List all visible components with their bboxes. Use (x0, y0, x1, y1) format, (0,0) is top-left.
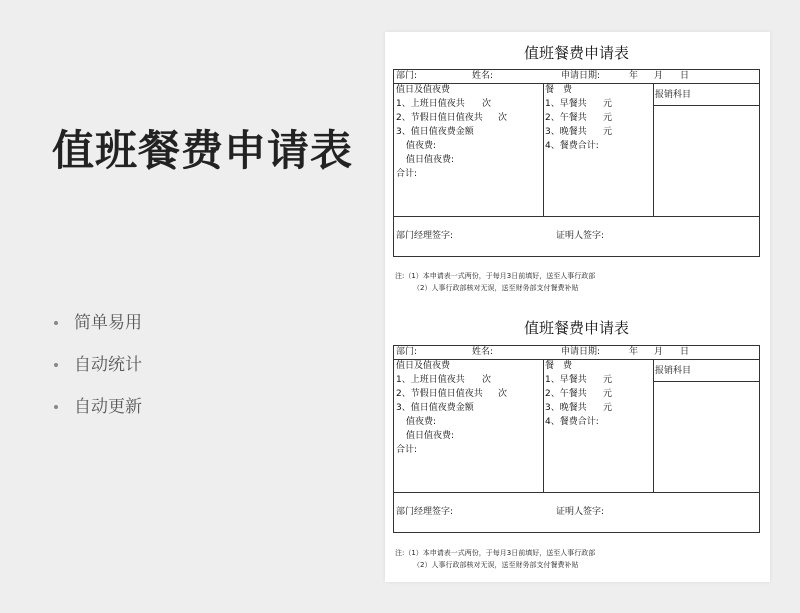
meal-total-label: 4、餐费合计: (545, 417, 599, 427)
year-label: 年 (629, 71, 639, 81)
date-label: 申请日期: (561, 347, 601, 357)
duty-unit: 次 (482, 99, 492, 109)
department-label: 部门: (396, 71, 418, 81)
duty-fee-section (394, 83, 544, 216)
form-title: 值班餐费申请表 (523, 44, 629, 62)
form-title: 值班餐费申请表 (523, 319, 629, 337)
meal-fee-section (543, 359, 654, 492)
duty-item: 1、上班日值夜共 (396, 99, 465, 109)
meal-heading: 餐 费 (545, 85, 573, 95)
meal-unit: 元 (603, 99, 613, 109)
meal-unit: 元 (603, 375, 613, 385)
name-label: 姓名: (472, 71, 494, 81)
name-label: 姓名: (472, 347, 494, 357)
duty-item: 1、上班日值夜共 (396, 375, 465, 385)
account-label: 报销科目 (655, 90, 692, 100)
signature-row (394, 216, 759, 257)
department-label: 部门: (396, 347, 418, 357)
meal-item: 2、午餐共 (545, 389, 587, 399)
night-fee-label: 值夜费: (406, 141, 437, 151)
day-label: 日 (680, 71, 690, 81)
account-section (653, 359, 759, 492)
meal-item: 3、晚餐共 (545, 403, 587, 413)
night-fee-label: 值夜费: (406, 417, 437, 427)
form-header-row (394, 346, 759, 360)
page-title: 值班餐费申请表 (52, 126, 354, 175)
meal-heading: 餐 费 (545, 361, 573, 371)
day-fee-label: 值日值夜费: (406, 431, 455, 441)
feature-item (52, 312, 142, 354)
duty-item: 3、值日值夜费金额 (396, 127, 474, 137)
document-preview (385, 32, 770, 582)
account-value-cell (653, 105, 759, 106)
duty-unit: 次 (498, 113, 508, 123)
meal-unit: 元 (603, 403, 613, 413)
signature-row (394, 492, 759, 533)
account-section (653, 83, 759, 216)
account-label: 报销科目 (655, 366, 692, 376)
meal-item: 3、晚餐共 (545, 127, 587, 137)
duty-total-label: 合计: (396, 169, 418, 179)
form-header-row (394, 70, 759, 84)
feature-item (52, 354, 142, 396)
note-line: 注:（1）本申请表一式两份，于每月3日前填好，送至人事行政部 (395, 272, 596, 280)
meal-item: 1、早餐共 (545, 99, 587, 109)
note-line: （2）人事行政部核对无误，送至财务部支付餐费补贴 (413, 284, 579, 292)
manager-signature-label: 部门经理签字: (396, 507, 454, 517)
meal-item: 2、午餐共 (545, 113, 587, 123)
manager-signature-label: 部门经理签字: (396, 231, 454, 241)
form-notes (395, 270, 595, 294)
month-label: 月 (654, 71, 664, 81)
duty-heading: 值日及值夜费 (396, 361, 451, 371)
duty-fee-section (394, 359, 544, 492)
feature-label: 自动统计 (74, 355, 142, 375)
bullet-icon (54, 363, 58, 367)
meal-unit: 元 (603, 389, 613, 399)
feature-list (52, 312, 142, 438)
witness-signature-label: 证明人签字: (556, 231, 605, 241)
year-label: 年 (629, 347, 639, 357)
feature-label: 自动更新 (74, 397, 142, 417)
meal-total-label: 4、餐费合计: (545, 141, 599, 151)
meal-item: 1、早餐共 (545, 375, 587, 385)
month-label: 月 (654, 347, 664, 357)
note-line: （2）人事行政部核对无误，送至财务部支付餐费补贴 (413, 561, 579, 569)
day-label: 日 (680, 347, 690, 357)
duty-item: 3、值日值夜费金额 (396, 403, 474, 413)
duty-heading: 值日及值夜费 (396, 85, 451, 95)
duty-unit: 次 (482, 375, 492, 385)
duty-total-label: 合计: (396, 445, 418, 455)
date-label: 申请日期: (561, 71, 601, 81)
note-line: 注:（1）本申请表一式两份，于每月3日前填好，送至人事行政部 (395, 549, 596, 557)
meal-fee-section (543, 83, 654, 216)
meal-unit: 元 (603, 113, 613, 123)
bullet-icon (54, 321, 58, 325)
feature-label: 简单易用 (74, 313, 142, 333)
feature-item (52, 396, 142, 438)
meal-unit: 元 (603, 127, 613, 137)
form-notes (395, 547, 595, 571)
bullet-icon (54, 405, 58, 409)
account-value-cell (653, 381, 759, 382)
day-fee-label: 值日值夜费: (406, 155, 455, 165)
witness-signature-label: 证明人签字: (556, 507, 605, 517)
duty-unit: 次 (498, 389, 508, 399)
form-table (393, 69, 760, 257)
duty-item: 2、节假日值日值夜共 (396, 389, 483, 399)
duty-item: 2、节假日值日值夜共 (396, 113, 483, 123)
form-table (393, 345, 760, 533)
